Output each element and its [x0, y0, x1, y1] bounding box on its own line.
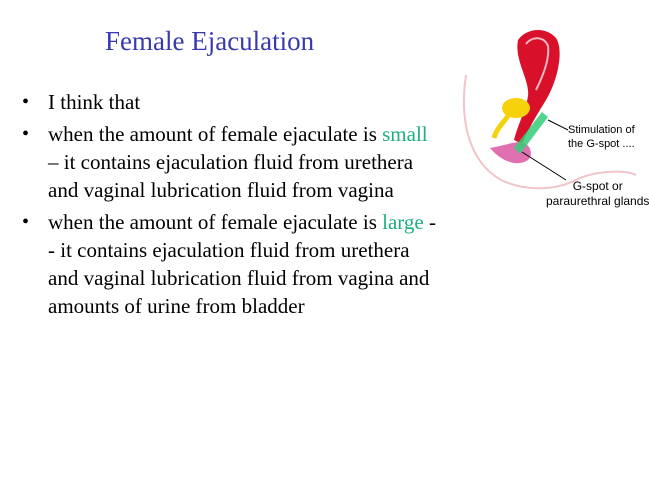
bullet-dot: •: [22, 91, 30, 113]
slide-title: Female Ejaculation: [105, 26, 315, 56]
highlight-word: small: [382, 122, 428, 146]
bullet-item: [22, 208, 442, 320]
bullet-dot: •: [22, 211, 30, 233]
urethra-shape: [494, 116, 508, 138]
stimulation-label-line: Stimulation of: [568, 124, 635, 136]
stimulation-label: [568, 123, 635, 151]
bullet-item: [22, 120, 442, 204]
bullet-text-before: when the amount of female ejaculate is: [48, 210, 383, 234]
bullet-text-before: when the amount of female ejaculate is: [48, 122, 383, 146]
gspot-label-line: paraurethral glands: [546, 194, 649, 208]
stimulation-label-line: the G-spot ....: [568, 138, 635, 150]
pointer-line: [522, 152, 566, 180]
gspot-label-line: G-spot or: [572, 179, 623, 193]
bullet-item: [22, 88, 442, 116]
bullet-list: [22, 88, 442, 324]
highlight-word: large: [382, 210, 424, 234]
gspot-label: [546, 179, 649, 209]
bullet-dot: •: [22, 123, 30, 145]
pointer-line: [548, 120, 568, 130]
bullet-text: I think that: [48, 90, 141, 114]
bullet-text-after: – it contains ejaculation fluid from urethera and vaginal lubrication fluid from vagina: [48, 150, 414, 202]
bullet-text-after: -- it contains ejaculation fluid from urethera and vaginal lubrication fluid from vagina and amounts of urine from bladder: [48, 210, 436, 318]
